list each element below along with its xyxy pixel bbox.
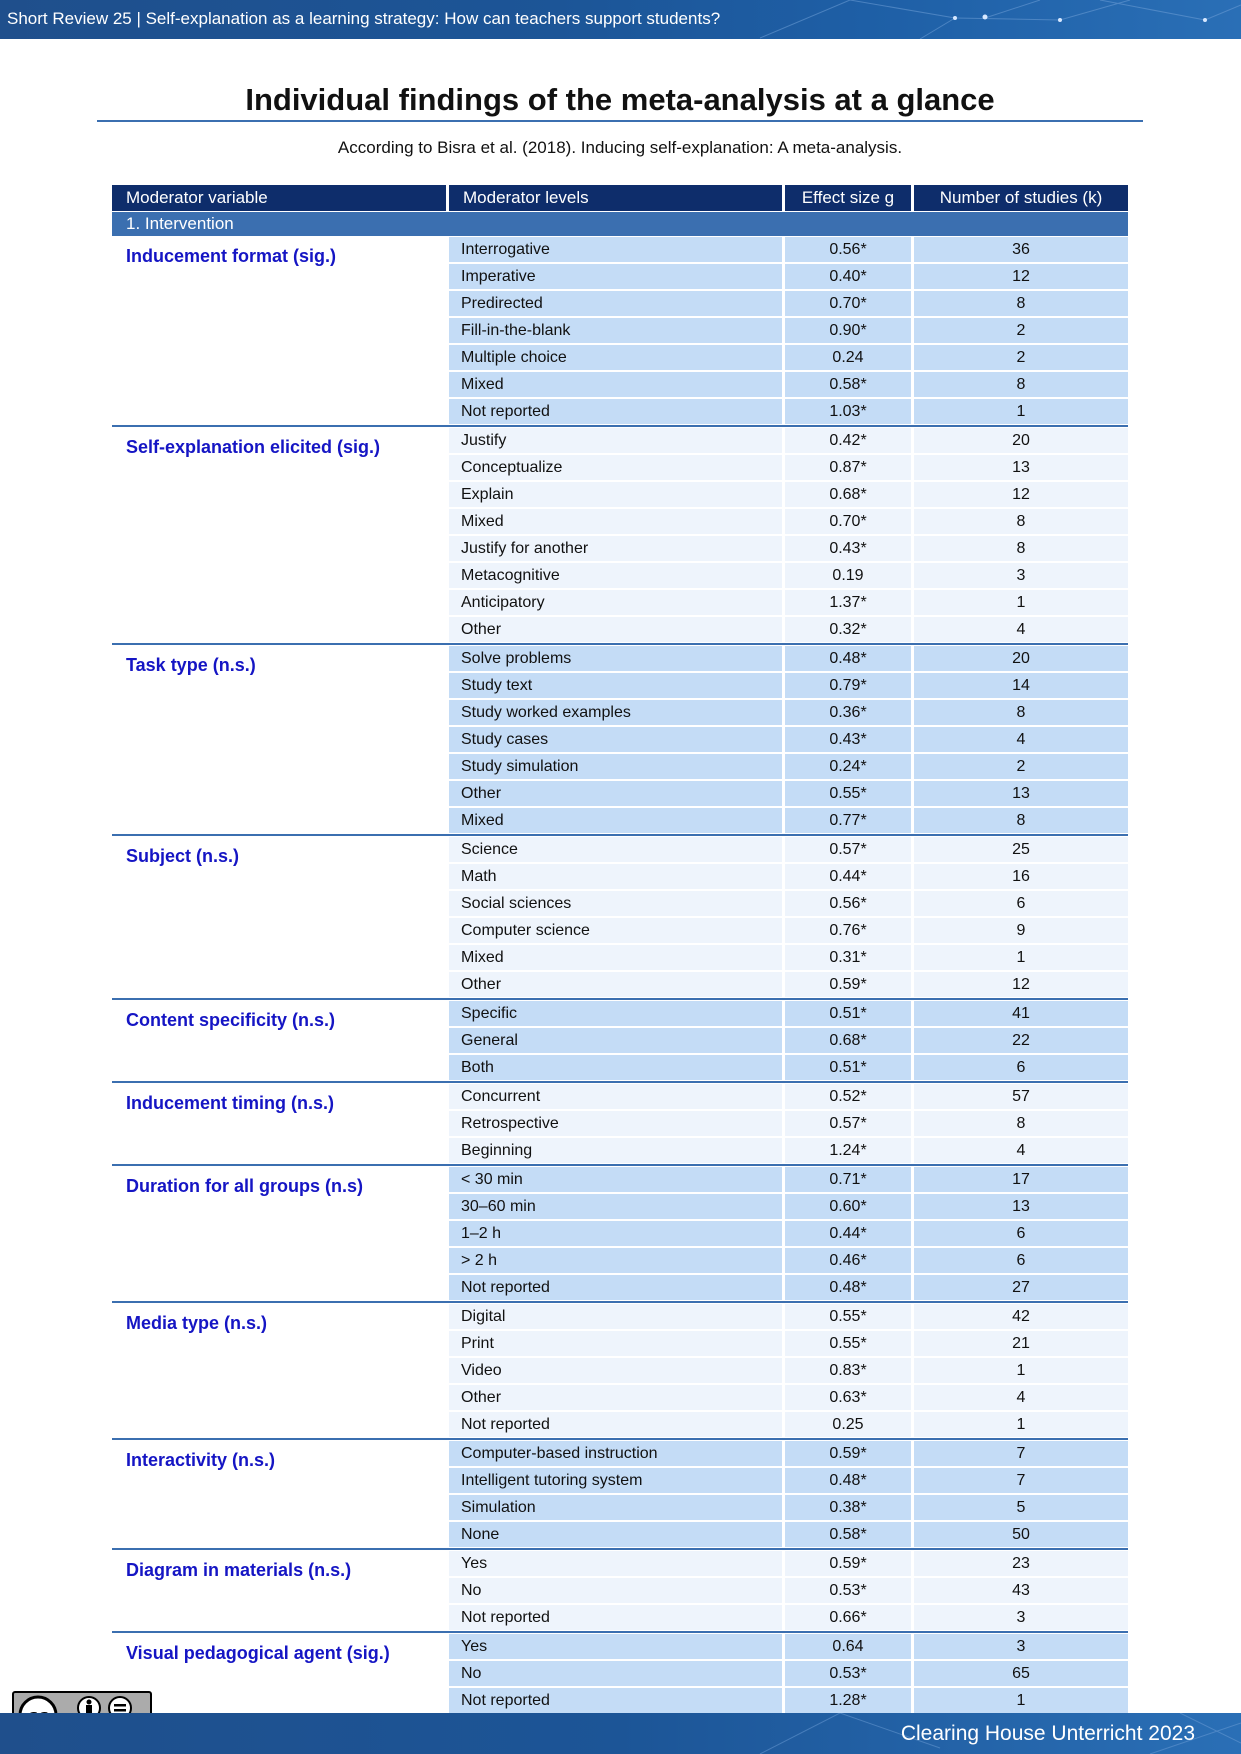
- study-count-value: 1: [914, 1358, 1128, 1383]
- effect-size-value: 0.32*: [785, 617, 911, 642]
- table-row: [112, 780, 1128, 807]
- moderator-level: Mixed: [449, 808, 782, 833]
- effect-size-value: 0.59*: [785, 1441, 911, 1466]
- effect-size-value: 0.77*: [785, 808, 911, 833]
- effect-size-value: 0.71*: [785, 1167, 911, 1192]
- moderator-level: Study text: [449, 673, 782, 698]
- moderator-variable: Inducement timing (n.s.): [126, 1093, 335, 1113]
- moderator-level: Not reported: [449, 1605, 782, 1630]
- moderator-level: None: [449, 1522, 782, 1547]
- moderator-group: [112, 425, 1128, 643]
- table-row: [112, 1411, 1128, 1438]
- effect-size-value: 0.70*: [785, 509, 911, 534]
- moderator-level: Digital: [449, 1304, 782, 1329]
- column-header-studies: Number of studies (k): [914, 185, 1128, 211]
- table-row: [112, 1027, 1128, 1054]
- study-count-value: 3: [914, 1605, 1128, 1630]
- effect-size-value: 0.40*: [785, 264, 911, 289]
- effect-size-value: 0.43*: [785, 727, 911, 752]
- effect-size-value: 0.60*: [785, 1194, 911, 1219]
- moderator-level: Yes: [449, 1551, 782, 1576]
- moderator-level: Not reported: [449, 1412, 782, 1437]
- moderator-level: Fill-in-the-blank: [449, 318, 782, 343]
- moderator-level: 30–60 min: [449, 1194, 782, 1219]
- moderator-level: No: [449, 1578, 782, 1603]
- table-row: [112, 1687, 1128, 1714]
- effect-size-value: 0.46*: [785, 1248, 911, 1273]
- effect-size-value: 0.76*: [785, 918, 911, 943]
- effect-size-value: 0.31*: [785, 945, 911, 970]
- table-row: [112, 1521, 1128, 1548]
- study-count-value: 57: [914, 1084, 1128, 1109]
- study-count-value: 8: [914, 372, 1128, 397]
- moderator-variable: Subject (n.s.): [126, 846, 240, 866]
- study-count-value: 2: [914, 345, 1128, 370]
- table-row: [112, 1660, 1128, 1687]
- study-count-value: 16: [914, 864, 1128, 889]
- table-row: [112, 481, 1128, 508]
- column-header-levels: Moderator levels: [449, 185, 782, 211]
- effect-size-value: 1.37*: [785, 590, 911, 615]
- moderator-level: Other: [449, 617, 782, 642]
- table-row: [112, 1384, 1128, 1411]
- moderator-level: Study simulation: [449, 754, 782, 779]
- header-title: Short Review 25 | Self-explanation as a learning strategy: How can teachers support students?: [7, 9, 721, 28]
- study-count-value: 4: [914, 1138, 1128, 1163]
- study-count-value: 4: [914, 617, 1128, 642]
- study-count-value: 12: [914, 972, 1128, 997]
- effect-size-value: 0.51*: [785, 1055, 911, 1080]
- table-row: [112, 753, 1128, 780]
- table-row: [112, 454, 1128, 481]
- effect-size-value: 0.63*: [785, 1385, 911, 1410]
- effect-size-value: 1.24*: [785, 1138, 911, 1163]
- study-count-value: 22: [914, 1028, 1128, 1053]
- study-count-value: 13: [914, 1194, 1128, 1219]
- moderator-variable: Interactivity (n.s.): [126, 1450, 276, 1470]
- study-count-value: 4: [914, 1385, 1128, 1410]
- table-row: [112, 589, 1128, 616]
- effect-size-value: 0.24*: [785, 754, 911, 779]
- moderator-level: Mixed: [449, 509, 782, 534]
- moderator-level: Mixed: [449, 945, 782, 970]
- effect-size-value: 0.55*: [785, 1331, 911, 1356]
- moderator-level: Computer science: [449, 918, 782, 943]
- study-count-value: 25: [914, 837, 1128, 862]
- effect-size-value: 0.66*: [785, 1605, 911, 1630]
- moderator-group: [112, 1081, 1128, 1164]
- effect-size-value: 0.59*: [785, 1551, 911, 1576]
- table-row: [112, 807, 1128, 834]
- moderator-level: Intelligent tutoring system: [449, 1468, 782, 1493]
- effect-size-value: 0.38*: [785, 1495, 911, 1520]
- study-count-value: 6: [914, 1248, 1128, 1273]
- effect-size-value: 0.56*: [785, 237, 911, 262]
- section-heading: 1. Intervention: [112, 212, 1128, 236]
- effect-size-value: 0.56*: [785, 891, 911, 916]
- study-count-value: 5: [914, 1495, 1128, 1520]
- moderator-variable: Visual pedagogical agent (sig.): [126, 1643, 390, 1663]
- moderator-level: Specific: [449, 1001, 782, 1026]
- moderator-level: Print: [449, 1331, 782, 1356]
- moderator-level: Multiple choice: [449, 345, 782, 370]
- table-row: [112, 236, 1128, 263]
- table-row: [112, 1604, 1128, 1631]
- effect-size-value: 0.42*: [785, 428, 911, 453]
- effect-size-value: 0.90*: [785, 318, 911, 343]
- study-count-value: 17: [914, 1167, 1128, 1192]
- effect-size-value: 0.44*: [785, 1221, 911, 1246]
- table-row: [112, 616, 1128, 643]
- table-row: [112, 398, 1128, 425]
- effect-size-value: 0.55*: [785, 1304, 911, 1329]
- effect-size-value: 0.58*: [785, 1522, 911, 1547]
- effect-size-value: 0.25: [785, 1412, 911, 1437]
- study-count-value: 2: [914, 318, 1128, 343]
- moderator-variable: Content specificity (n.s.): [126, 1010, 336, 1030]
- moderator-level: Other: [449, 1385, 782, 1410]
- effect-size-value: 0.68*: [785, 482, 911, 507]
- footer-text: Clearing House Unterricht 2023: [900, 1722, 1195, 1745]
- moderator-level: Both: [449, 1055, 782, 1080]
- moderator-level: Simulation: [449, 1495, 782, 1520]
- study-count-value: 7: [914, 1468, 1128, 1493]
- study-count-value: 1: [914, 399, 1128, 424]
- column-header-variable: Moderator variable: [112, 185, 446, 211]
- findings-table: [112, 185, 1128, 1714]
- table-row: [112, 1357, 1128, 1384]
- table-row: [112, 1137, 1128, 1164]
- moderator-level: Imperative: [449, 264, 782, 289]
- table-row: [112, 562, 1128, 589]
- moderator-level: > 2 h: [449, 1248, 782, 1273]
- moderator-level: Concurrent: [449, 1084, 782, 1109]
- moderator-level: Retrospective: [449, 1111, 782, 1136]
- moderator-level: Predirected: [449, 291, 782, 316]
- effect-size-value: 0.87*: [785, 455, 911, 480]
- table-row: [112, 726, 1128, 753]
- moderator-group: [112, 1438, 1128, 1548]
- study-count-value: 65: [914, 1661, 1128, 1686]
- effect-size-value: 0.36*: [785, 700, 911, 725]
- moderator-level: Other: [449, 781, 782, 806]
- effect-size-value: 0.44*: [785, 864, 911, 889]
- effect-size-value: 0.53*: [785, 1578, 911, 1603]
- study-count-value: 21: [914, 1331, 1128, 1356]
- table-row: [112, 290, 1128, 317]
- table-row: [112, 863, 1128, 890]
- effect-size-value: 0.58*: [785, 372, 911, 397]
- table-row: [112, 1303, 1128, 1330]
- study-count-value: 50: [914, 1522, 1128, 1547]
- table-row: [112, 1083, 1128, 1110]
- moderator-level: Mixed: [449, 372, 782, 397]
- table-row: [112, 1054, 1128, 1081]
- table-row: [112, 699, 1128, 726]
- study-count-value: 8: [914, 1111, 1128, 1136]
- moderator-variable: Inducement format (sig.): [126, 246, 337, 266]
- moderator-level: Metacognitive: [449, 563, 782, 588]
- table-row: [112, 944, 1128, 971]
- study-count-value: 36: [914, 237, 1128, 262]
- moderator-variable: Media type (n.s.): [126, 1313, 268, 1333]
- study-count-value: 1: [914, 1688, 1128, 1713]
- moderator-level: Not reported: [449, 1688, 782, 1713]
- moderator-variable: Diagram in materials (n.s.): [126, 1560, 352, 1580]
- moderator-variable: Duration for all groups (n.s): [126, 1176, 363, 1196]
- effect-size-value: 0.48*: [785, 1275, 911, 1300]
- table-row: [112, 1000, 1128, 1027]
- effect-size-value: 0.55*: [785, 781, 911, 806]
- moderator-level: Solve problems: [449, 646, 782, 671]
- table-row: [112, 836, 1128, 863]
- moderator-level: Social sciences: [449, 891, 782, 916]
- effect-size-value: 1.28*: [785, 1688, 911, 1713]
- table-row: [112, 1330, 1128, 1357]
- study-count-value: 23: [914, 1551, 1128, 1576]
- effect-size-value: 0.83*: [785, 1358, 911, 1383]
- moderator-level: Justify: [449, 428, 782, 453]
- study-count-value: 12: [914, 482, 1128, 507]
- study-count-value: 13: [914, 455, 1128, 480]
- study-count-value: 12: [914, 264, 1128, 289]
- table-row: [112, 645, 1128, 672]
- study-count-value: 6: [914, 1221, 1128, 1246]
- moderator-level: Study cases: [449, 727, 782, 752]
- study-count-value: 20: [914, 646, 1128, 671]
- effect-size-value: 0.57*: [785, 1111, 911, 1136]
- effect-size-value: 0.79*: [785, 673, 911, 698]
- study-count-value: 6: [914, 1055, 1128, 1080]
- title-divider: [97, 120, 1143, 122]
- moderator-level: Not reported: [449, 1275, 782, 1300]
- study-count-value: 20: [914, 428, 1128, 453]
- table-row: [112, 535, 1128, 562]
- moderator-level: Other: [449, 972, 782, 997]
- moderator-level: Yes: [449, 1634, 782, 1659]
- table-row: [112, 1467, 1128, 1494]
- effect-size-value: 0.43*: [785, 536, 911, 561]
- moderator-group: [112, 1164, 1128, 1301]
- effect-size-value: 0.51*: [785, 1001, 911, 1026]
- study-count-value: 27: [914, 1275, 1128, 1300]
- study-count-value: 14: [914, 673, 1128, 698]
- table-row: [112, 917, 1128, 944]
- effect-size-value: 0.24: [785, 345, 911, 370]
- moderator-level: Explain: [449, 482, 782, 507]
- table-row: [112, 1274, 1128, 1301]
- moderator-group: [112, 998, 1128, 1081]
- effect-size-value: 0.64: [785, 1634, 911, 1659]
- effect-size-value: 0.48*: [785, 646, 911, 671]
- table-row: [112, 971, 1128, 998]
- moderator-level: No: [449, 1661, 782, 1686]
- moderator-group: [112, 643, 1128, 834]
- moderator-level: Anticipatory: [449, 590, 782, 615]
- moderator-variable: Task type (n.s.): [126, 655, 256, 675]
- moderator-level: Justify for another: [449, 536, 782, 561]
- study-count-value: 1: [914, 945, 1128, 970]
- effect-size-value: 0.57*: [785, 837, 911, 862]
- table-row: [112, 672, 1128, 699]
- study-count-value: 4: [914, 727, 1128, 752]
- study-count-value: 9: [914, 918, 1128, 943]
- moderator-level: Study worked examples: [449, 700, 782, 725]
- study-count-value: 13: [914, 781, 1128, 806]
- table-header: [112, 185, 1128, 212]
- table-row: [112, 344, 1128, 371]
- page-subtitle: According to Bisra et al. (2018). Inducing self-explanation: A meta-analysis.: [337, 138, 903, 157]
- table-row: [112, 317, 1128, 344]
- study-count-value: 1: [914, 590, 1128, 615]
- moderator-level: General: [449, 1028, 782, 1053]
- study-count-value: 8: [914, 808, 1128, 833]
- study-count-value: 43: [914, 1578, 1128, 1603]
- moderator-level: 1–2 h: [449, 1221, 782, 1246]
- moderator-level: Not reported: [449, 399, 782, 424]
- moderator-group: [112, 1548, 1128, 1631]
- header-bar: [0, 0, 1241, 39]
- table-row: [112, 263, 1128, 290]
- study-count-value: 3: [914, 563, 1128, 588]
- table-row: [112, 371, 1128, 398]
- effect-size-value: 0.59*: [785, 972, 911, 997]
- table-row: [112, 1110, 1128, 1137]
- study-count-value: 42: [914, 1304, 1128, 1329]
- effect-size-value: 0.53*: [785, 1661, 911, 1686]
- table-row: [112, 508, 1128, 535]
- footer-bar: [0, 1713, 1241, 1754]
- study-count-value: 1: [914, 1412, 1128, 1437]
- table-row: [112, 1550, 1128, 1577]
- study-count-value: 3: [914, 1634, 1128, 1659]
- moderator-group: [112, 1301, 1128, 1438]
- table-row: [112, 1494, 1128, 1521]
- study-count-value: 2: [914, 754, 1128, 779]
- table-row: [112, 1247, 1128, 1274]
- moderator-level: Conceptualize: [449, 455, 782, 480]
- moderator-level: Interrogative: [449, 237, 782, 262]
- table-row: [112, 1577, 1128, 1604]
- table-row: [112, 1440, 1128, 1467]
- moderator-level: Video: [449, 1358, 782, 1383]
- moderator-level: Science: [449, 837, 782, 862]
- study-count-value: 6: [914, 891, 1128, 916]
- table-body: [112, 236, 1128, 1714]
- table-row: [112, 890, 1128, 917]
- study-count-value: 8: [914, 700, 1128, 725]
- moderator-group: [112, 236, 1128, 425]
- effect-size-value: 0.52*: [785, 1084, 911, 1109]
- page-title: Individual findings of the meta-analysis at a glance: [245, 82, 995, 117]
- study-count-value: 8: [914, 509, 1128, 534]
- moderator-level: Beginning: [449, 1138, 782, 1163]
- moderator-variable: Self-explanation elicited (sig.): [126, 437, 381, 457]
- study-count-value: 8: [914, 536, 1128, 561]
- study-count-value: 7: [914, 1441, 1128, 1466]
- study-count-value: 8: [914, 291, 1128, 316]
- moderator-level: < 30 min: [449, 1167, 782, 1192]
- table-row: [112, 1633, 1128, 1660]
- study-count-value: 41: [914, 1001, 1128, 1026]
- table-row: [112, 1220, 1128, 1247]
- table-row: [112, 1193, 1128, 1220]
- effect-size-value: 1.03*: [785, 399, 911, 424]
- effect-size-value: 0.70*: [785, 291, 911, 316]
- moderator-group: [112, 834, 1128, 998]
- moderator-group: [112, 1631, 1128, 1714]
- effect-size-value: 0.19: [785, 563, 911, 588]
- effect-size-value: 0.48*: [785, 1468, 911, 1493]
- moderator-level: Math: [449, 864, 782, 889]
- moderator-level: Computer-based instruction: [449, 1441, 782, 1466]
- table-row: [112, 1166, 1128, 1193]
- effect-size-value: 0.68*: [785, 1028, 911, 1053]
- column-header-effect-size: Effect size g: [785, 185, 911, 211]
- table-row: [112, 427, 1128, 454]
